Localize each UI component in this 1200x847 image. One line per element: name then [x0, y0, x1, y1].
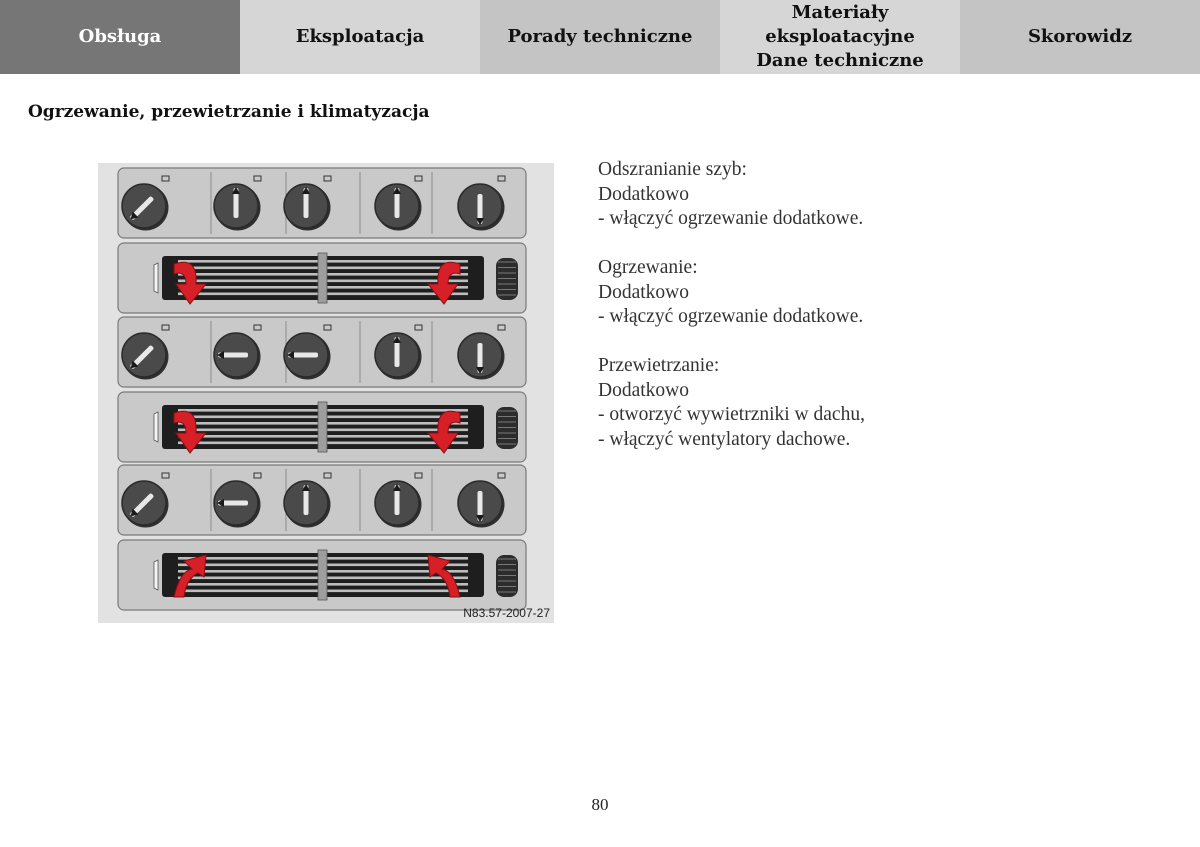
instruction-line: Dodatkowo	[598, 379, 689, 401]
section-title: Odszranianie szyb:	[598, 159, 747, 180]
vent-divider	[318, 402, 327, 452]
tab-eksploatacja[interactable]: Eksploatacja	[240, 0, 480, 74]
tab-skorowidz[interactable]: Skorowidz	[960, 0, 1200, 74]
section-title: Ogrzewanie:	[598, 257, 698, 278]
section-ventilation	[598, 354, 865, 452]
figure-code: N83.57-2007-27	[463, 606, 550, 620]
page-number: 80	[591, 795, 609, 814]
tab-obsluga[interactable]: Obsługa	[0, 0, 240, 74]
chapter-tabs	[0, 0, 1200, 74]
section-defrost	[598, 158, 865, 232]
section-heading: Ogrzewanie, przewietrzanie i klimatyzacja	[28, 102, 430, 122]
instruction-line: Dodatkowo	[598, 183, 689, 205]
instruction-line: - włączyć ogrzewanie dodatkowe.	[598, 208, 864, 229]
climate-control-illustration	[98, 163, 554, 623]
vent-divider	[318, 550, 327, 600]
tab-porady-techniczne[interactable]: Porady techniczne	[480, 0, 720, 74]
vent-lever	[154, 560, 158, 590]
illustration-svg	[98, 163, 554, 623]
instruction-line: - włączyć ogrzewanie dodatkowe.	[598, 306, 864, 327]
vent-lever	[154, 263, 158, 293]
instruction-line: Dodatkowo	[598, 281, 689, 303]
instruction-line: - włączyć wentylatory dachowe.	[598, 428, 851, 450]
tab-materialy-dane[interactable]: Materiały eksploatacyjne Dane techniczne	[720, 0, 960, 74]
instructions	[598, 158, 865, 477]
section-title: Przewietrzanie:	[598, 355, 720, 376]
section-heating	[598, 256, 865, 330]
vent-lever	[154, 412, 158, 442]
vent-divider	[318, 253, 327, 303]
instruction-line: - otworzyć wywietrzniki w dachu,	[598, 404, 865, 425]
